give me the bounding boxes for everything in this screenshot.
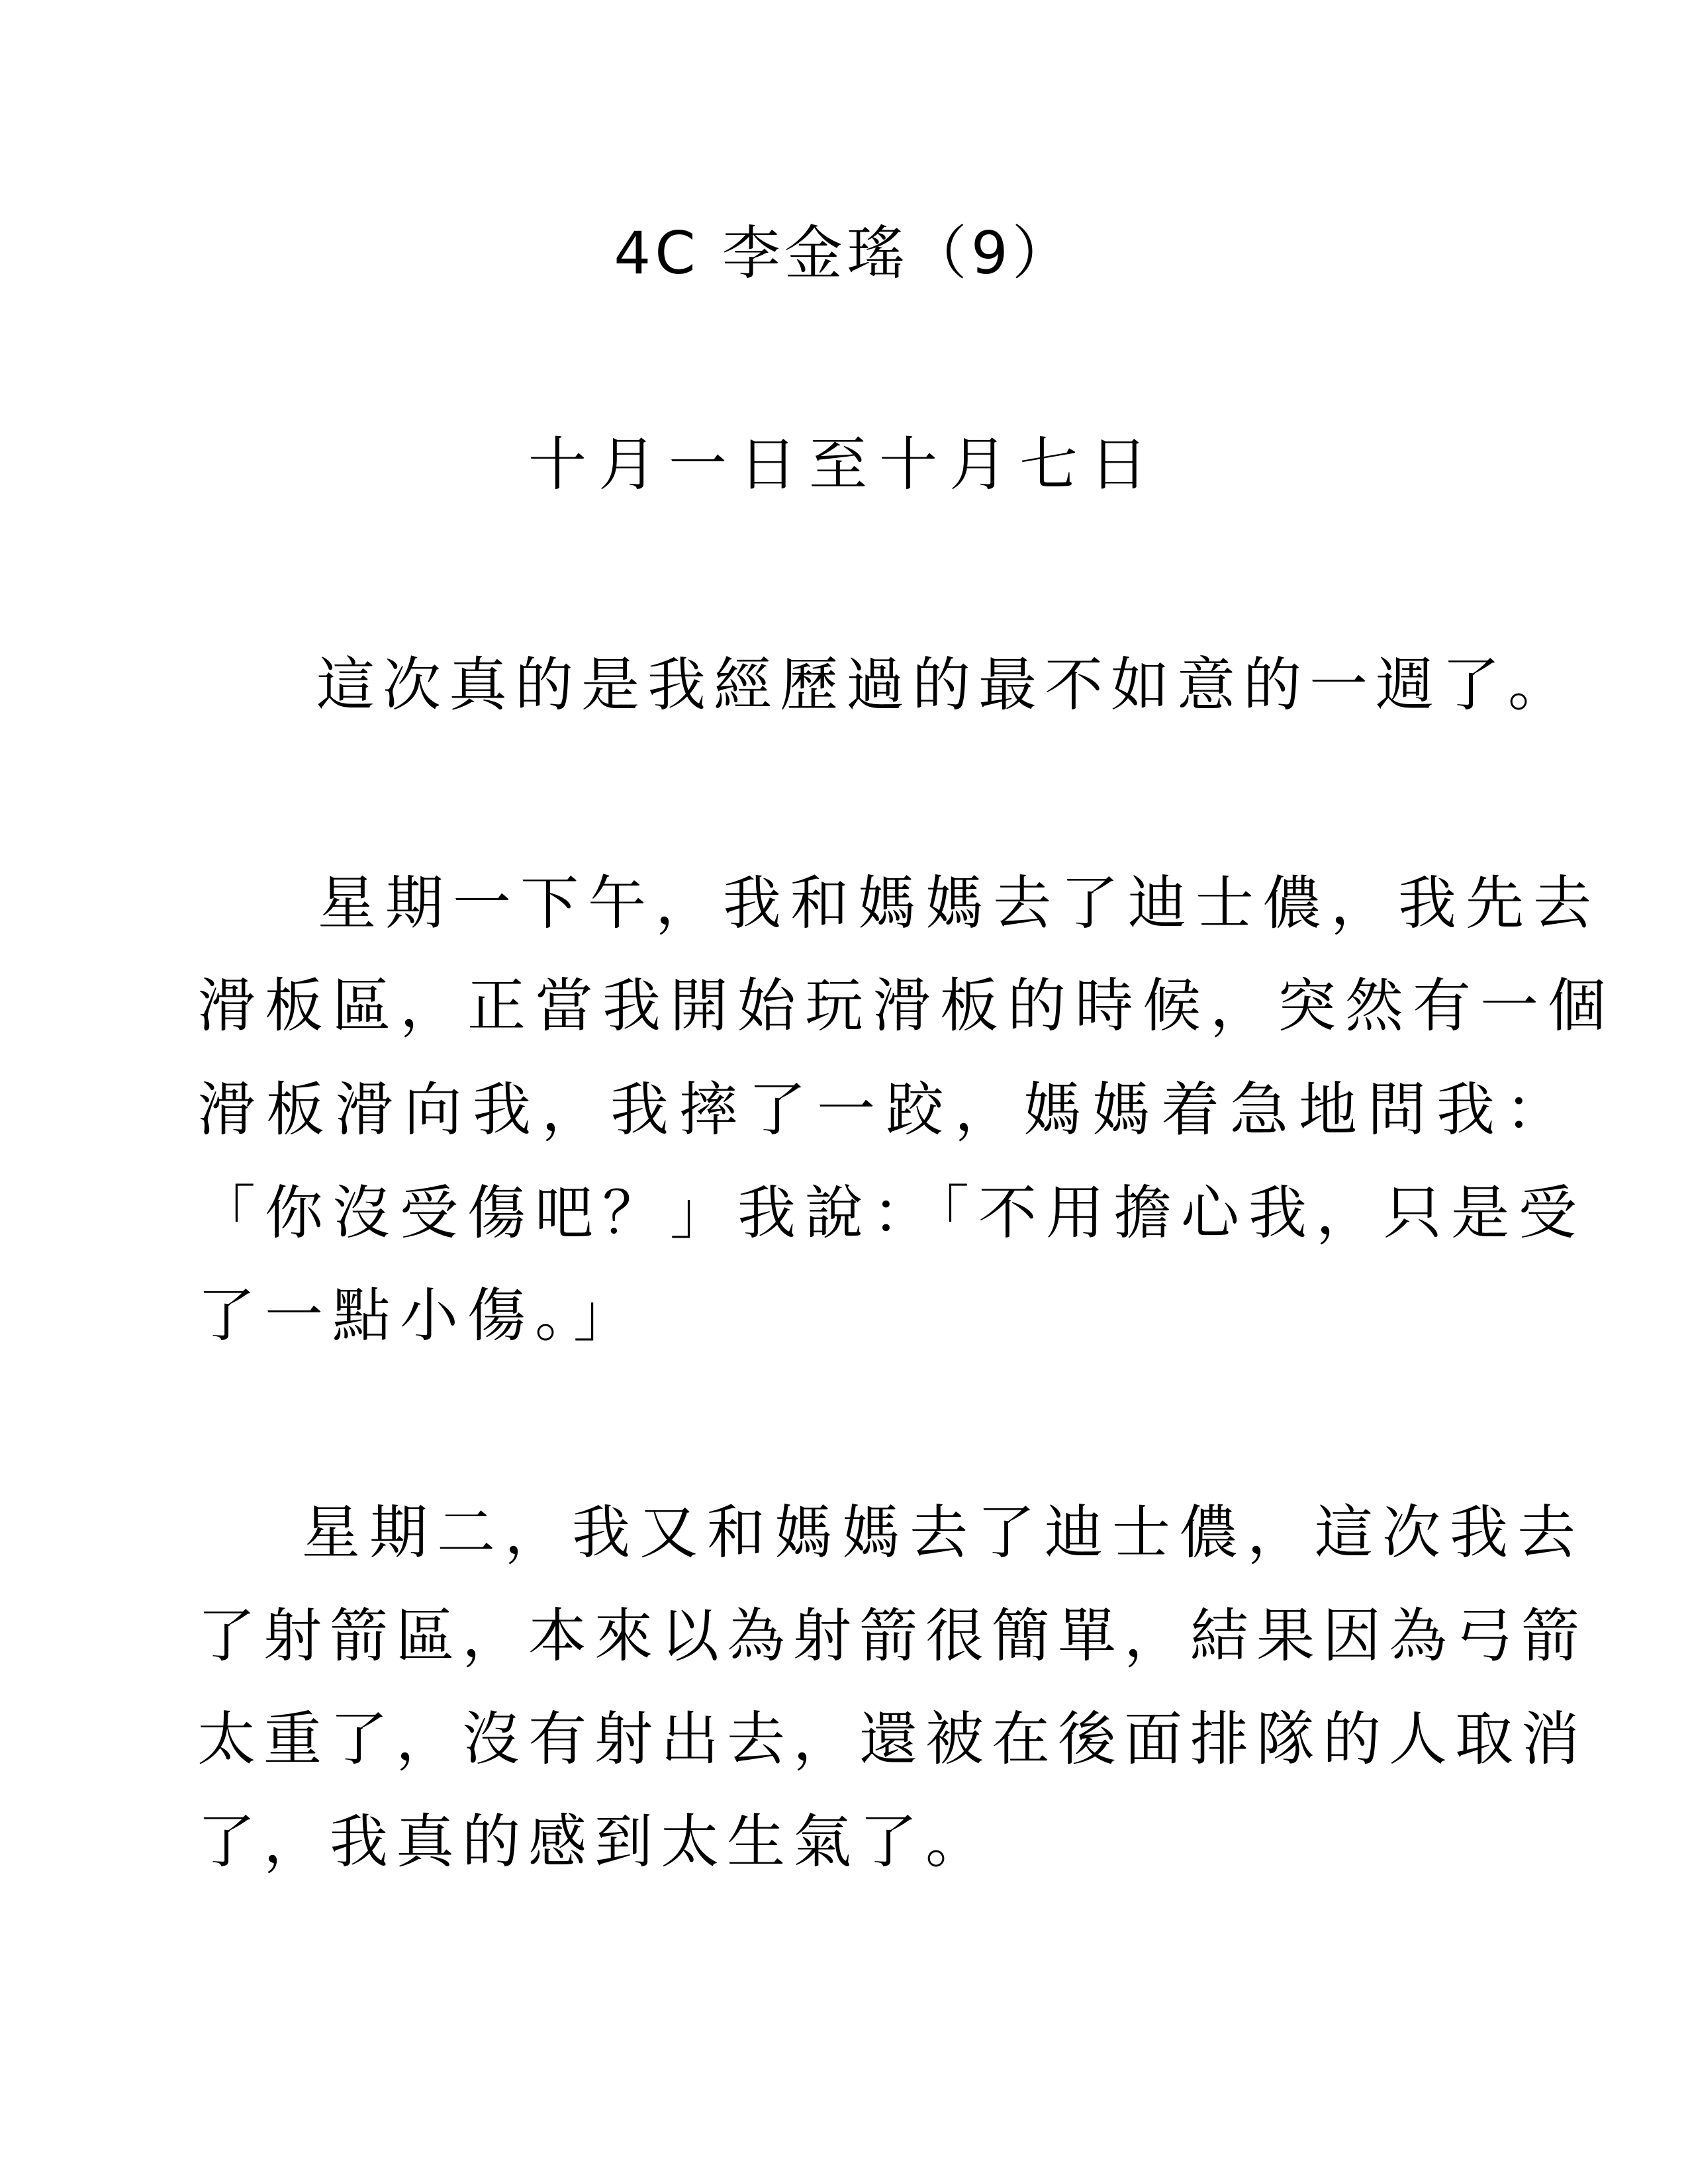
paragraph-line: 了一點小傷。」	[197, 1281, 641, 1349]
paragraph-line: 星期二，我又和媽媽去了迪士儂，這次我去	[302, 1498, 1585, 1567]
paragraph-line: 了，我真的感到太生氣了。	[197, 1807, 992, 1876]
paragraph-line: 太重了，沒有射出去，還被在後面排隊的人取消	[197, 1705, 1588, 1773]
paragraph-line: 「你沒受傷吧？」我說：「不用擔心我，只是受	[197, 1179, 1587, 1247]
paragraph-line: 了射箭區，本來以為射箭很簡單，結果因為弓箭	[197, 1602, 1588, 1670]
paragraph-line: 這次真的是我經歷過的最不如意的一週了。	[316, 651, 1575, 719]
paragraph-line: 滑板區，正當我開始玩滑板的時候，突然有一個	[197, 972, 1616, 1040]
date-range: 十月一日至十月七日	[528, 430, 1160, 498]
page-title: 4C 李金瑤（9）	[614, 219, 1074, 287]
paragraph-line: 星期一下午，我和媽媽去了迪士儂，我先去	[318, 869, 1601, 937]
paragraph-line: 滑板滑向我，我摔了一跤，媽媽着急地問我：	[197, 1075, 1575, 1144]
